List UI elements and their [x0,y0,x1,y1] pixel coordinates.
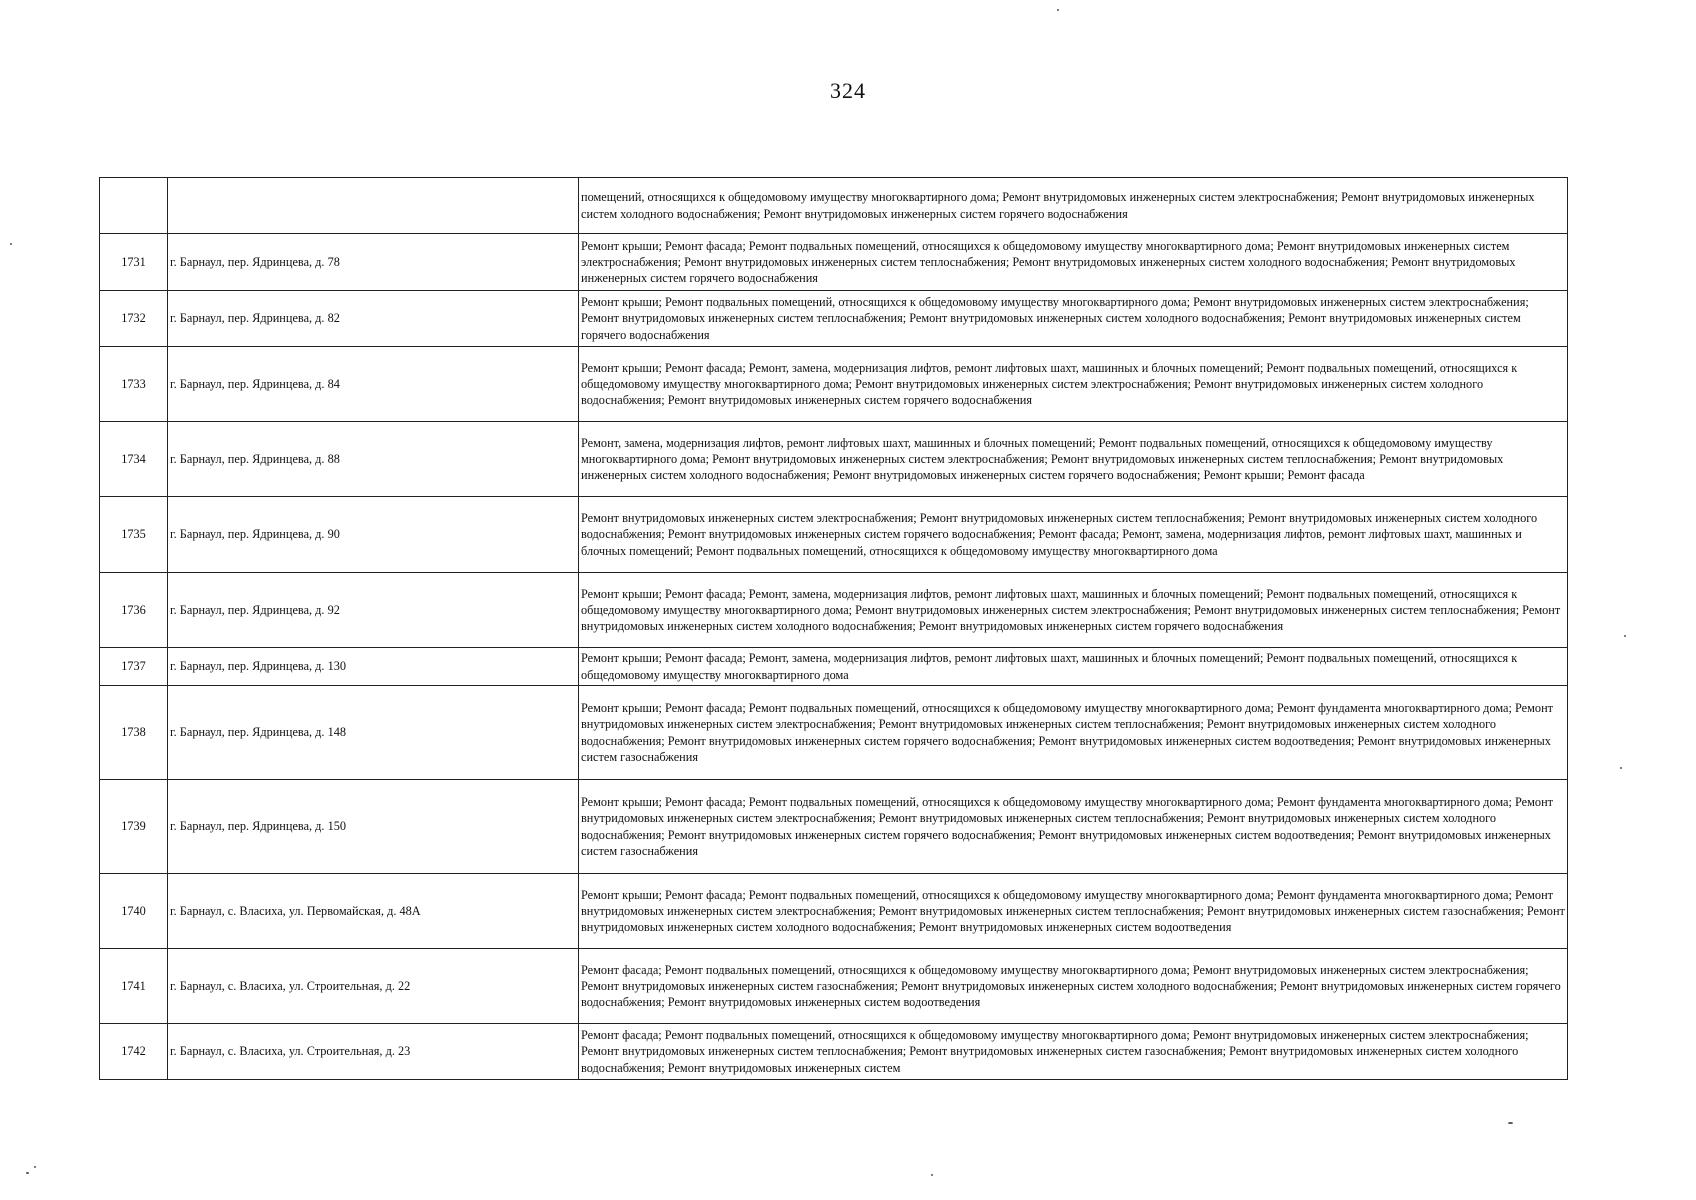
table-row [100,686,1568,780]
row-number: 1742 [100,1024,168,1080]
row-number: 1735 [100,497,168,573]
scan-speck [1057,9,1059,11]
row-number: 1736 [100,573,168,648]
repair-works: Ремонт фасада; Ремонт подвальных помещений, относящихся к общедомовому имуществу многоквартирного дома; Ремонт внутридомовых инженерных систем электроснабжения; Ремонт внутридомовых инженерных систем газоснабжения; Ремонт внутридомовых инженерных систем холодного водоснабжения; Ремонт внутридомовых инженерных систем горячего водоснабжения; Ремонт внутридомовых инженерных систем водоотведения [579,949,1568,1024]
repair-works: Ремонт внутридомовых инженерных систем электроснабжения; Ремонт внутридомовых инженерных систем теплоснабжения; Ремонт внутридомовых инженерных систем холодного водоснабжения; Ремонт внутридомовых инженерных систем горячего водоснабжения; Ремонт фасада; Ремонт, замена, модернизация лифтов, ремонт лифтовых шахт, машинных и блочных помещений; Ремонт подвальных помещений, относящихся к общедомовому имуществу многоквартирного дома [579,497,1568,573]
row-number: 1738 [100,686,168,780]
building-address: г. Барнаул, пер. Ядринцева, д. 92 [168,573,579,648]
scan-speck [1620,767,1622,769]
building-address: г. Барнаул, пер. Ядринцева, д. 150 [168,780,579,874]
table-row [100,497,1568,573]
page-number: 324 [830,78,866,103]
table-row [100,874,1568,949]
repair-works: Ремонт крыши; Ремонт фасада; Ремонт, замена, модернизация лифтов, ремонт лифтовых шахт, машинных и блочных помещений; Ремонт подвальных помещений, относящихся к общедомовому имуществу многоквартирного дома; Ремонт внутридомовых инженерных систем электроснабжения; Ремонт внутридомовых инженерных систем холодного водоснабжения; Ремонт внутридомовых инженерных систем горячего водоснабжения [579,347,1568,422]
scan-speck [1624,635,1626,637]
row-number [100,178,168,234]
building-address: г. Барнаул, с. Власиха, ул. Строительная, д. 23 [168,1024,579,1080]
table-row [100,780,1568,874]
table-row [100,178,1568,234]
repair-works: Ремонт крыши; Ремонт фасада; Ремонт, замена, модернизация лифтов, ремонт лифтовых шахт, машинных и блочных помещений; Ремонт подвальных помещений, относящихся к общедомовому имуществу многоквартирного дома [579,648,1568,686]
building-address: г. Барнаул, пер. Ядринцева, д. 130 [168,648,579,686]
row-number: 1740 [100,874,168,949]
row-number: 1732 [100,291,168,347]
repair-works: Ремонт крыши; Ремонт фасада; Ремонт подвальных помещений, относящихся к общедомовому имуществу многоквартирного дома; Ремонт фундамента многоквартирного дома; Ремонт внутридомовых инженерных систем электроснабжения; Ремонт внутридомовых инженерных систем теплоснабжения; Ремонт внутридомовых инженерных систем газоснабжения; Ремонт внутридомовых инженерных систем холодного водоснабжения; Ремонт внутридомовых инженерных систем водоотведения [579,874,1568,949]
table-row [100,234,1568,291]
scan-speck [26,1172,29,1174]
table-row [100,573,1568,648]
building-address: г. Барнаул, пер. Ядринцева, д. 88 [168,422,579,497]
building-address: г. Барнаул, пер. Ядринцева, д. 82 [168,291,579,347]
buildings-repair-table [99,177,1568,1080]
building-address: г. Барнаул, пер. Ядринцева, д. 148 [168,686,579,780]
row-number: 1739 [100,780,168,874]
building-address: г. Барнаул, с. Власиха, ул. Строительная, д. 22 [168,949,579,1024]
repair-works: Ремонт фасада; Ремонт подвальных помещений, относящихся к общедомовому имуществу многоквартирного дома; Ремонт внутридомовых инженерных систем электроснабжения; Ремонт внутридомовых инженерных систем теплоснабжения; Ремонт внутридомовых инженерных систем газоснабжения; Ремонт внутридомовых инженерных систем холодного водоснабжения; Ремонт внутридомовых инженерных систем [579,1024,1568,1080]
repair-works: Ремонт крыши; Ремонт фасада; Ремонт подвальных помещений, относящихся к общедомовому имуществу многоквартирного дома; Ремонт внутридомовых инженерных систем электроснабжения; Ремонт внутридомовых инженерных систем теплоснабжения; Ремонт внутридомовых инженерных систем холодного водоснабжения; Ремонт внутридомовых инженерных систем горячего водоснабжения [579,234,1568,291]
repair-works: Ремонт крыши; Ремонт фасада; Ремонт подвальных помещений, относящихся к общедомовому имуществу многоквартирного дома; Ремонт фундамента многоквартирного дома; Ремонт внутридомовых инженерных систем электроснабжения; Ремонт внутридомовых инженерных систем теплоснабжения; Ремонт внутридомовых инженерных систем холодного водоснабжения; Ремонт внутридомовых инженерных систем горячего водоснабжения; Ремонт внутридомовых инженерных систем водоотведения; Ремонт внутридомовых инженерных систем газоснабжения [579,686,1568,780]
row-number: 1741 [100,949,168,1024]
table-row [100,949,1568,1024]
row-number: 1733 [100,347,168,422]
repair-works: Ремонт, замена, модернизация лифтов, ремонт лифтовых шахт, машинных и блочных помещений; Ремонт подвальных помещений, относящихся к общедомовому имуществу многоквартирного дома; Ремонт внутридомовых инженерных систем электроснабжения; Ремонт внутридомовых инженерных систем теплоснабжения; Ремонт внутридомовых инженерных систем холодного водоснабжения; Ремонт внутридомовых инженерных систем горячего водоснабжения; Ремонт крыши; Ремонт фасада [579,422,1568,497]
scan-speck [34,1166,36,1168]
row-number: 1734 [100,422,168,497]
building-address: г. Барнаул, пер. Ядринцева, д. 78 [168,234,579,291]
table-row [100,422,1568,497]
table-row [100,347,1568,422]
building-address: г. Барнаул, с. Власиха, ул. Первомайская, д. 48А [168,874,579,949]
table-row [100,291,1568,347]
repair-works: Ремонт крыши; Ремонт фасада; Ремонт, замена, модернизация лифтов, ремонт лифтовых шахт, машинных и блочных помещений; Ремонт подвальных помещений, относящихся к общедомовому имуществу многоквартирного дома; Ремонт внутридомовых инженерных систем электроснабжения; Ремонт внутридомовых инженерных систем теплоснабжения; Ремонт внутридомовых инженерных систем холодного водоснабжения; Ремонт внутридомовых инженерных систем горячего водоснабжения [579,573,1568,648]
scan-speck [931,1174,933,1176]
building-address: г. Барнаул, пер. Ядринцева, д. 90 [168,497,579,573]
row-number: 1731 [100,234,168,291]
repair-works: Ремонт крыши; Ремонт подвальных помещений, относящихся к общедомовому имуществу многоквартирного дома; Ремонт внутридомовых инженерных систем электроснабжения; Ремонт внутридомовых инженерных систем теплоснабжения; Ремонт внутридомовых инженерных систем холодного водоснабжения; Ремонт внутридомовых инженерных систем горячего водоснабжения [579,291,1568,347]
repair-works: помещений, относящихся к общедомовому имуществу многоквартирного дома; Ремонт внутридомовых инженерных систем электроснабжения; Ремонт внутридомовых инженерных систем холодного водоснабжения; Ремонт внутридомовых инженерных систем горячего водоснабжения [579,178,1568,234]
table-row [100,648,1568,686]
building-address [168,178,579,234]
table-row [100,1024,1568,1080]
building-address: г. Барнаул, пер. Ядринцева, д. 84 [168,347,579,422]
repair-works: Ремонт крыши; Ремонт фасада; Ремонт подвальных помещений, относящихся к общедомовому имуществу многоквартирного дома; Ремонт фундамента многоквартирного дома; Ремонт внутридомовых инженерных систем электроснабжения; Ремонт внутридомовых инженерных систем теплоснабжения; Ремонт внутридомовых инженерных систем холодного водоснабжения; Ремонт внутридомовых инженерных систем горячего водоснабжения; Ремонт внутридомовых инженерных систем водоотведения; Ремонт внутридомовых инженерных систем газоснабжения [579,780,1568,874]
row-number: 1737 [100,648,168,686]
scan-speck [1508,1122,1513,1124]
scan-speck [10,243,12,245]
